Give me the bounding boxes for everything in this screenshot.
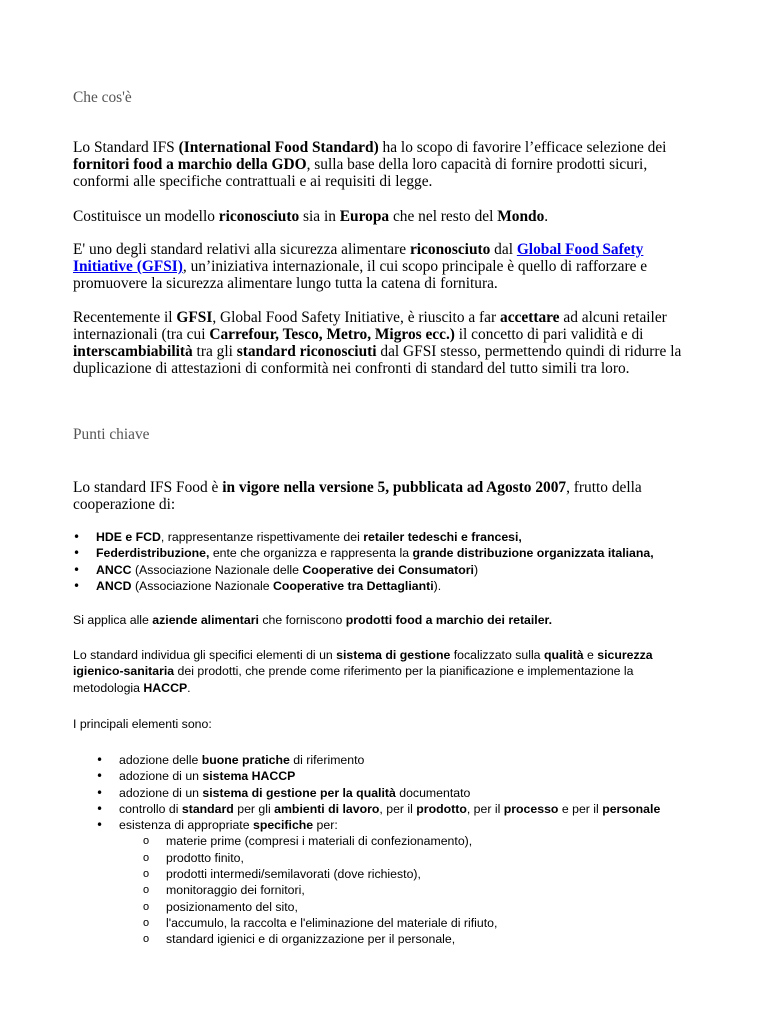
paragraph-gfsi-standard: E' uno degli standard relativi alla sicurezza alimentare riconosciuto dal Global Food Safety Initiative (GFSI), un’iniziativa internazionale, il cui scopo principale è quello di rafforzare e promuovere la sicurezza alimentare lungo tutta la catena di fornitura. bbox=[73, 241, 648, 292]
main-elements-list bbox=[73, 752, 753, 948]
sublist-item: o prodotti intermedi/semilavorati (dove richiesto), bbox=[73, 866, 753, 882]
list-item: • esistenza di appropriate specifiche per: o materie prime (compresi i materiali di confezionamento), o prodotto finito, o prodotti intermedi/semilavorati (dove richiesto), o monitoraggio dei fornitori, o posizionamento del sito, o l'accumulo, la raccolta e l'eliminazione del materiale di rifiuto, o standard igienici e di organizzazione per il personale, bbox=[73, 817, 753, 947]
list-item: • ANCD (Associazione Nazionale Cooperative tra Dettaglianti). bbox=[50, 578, 740, 594]
paragraph-ifs-food-version: Lo standard IFS Food è in vigore nella versione 5, pubblicata ad Agosto 2007, frutto della cooperazione di: bbox=[73, 479, 642, 513]
list-item: • HDE e FCD, rappresentanze rispettivamente dei retailer tedeschi e francesi, bbox=[50, 529, 740, 545]
list-item: • adozione delle buone pratiche di riferimento bbox=[73, 752, 753, 768]
sublist-item: o standard igienici e di organizzazione per il personale, bbox=[73, 931, 753, 947]
list-item: • Federdistribuzione, ente che organizza e rappresenta la grande distribuzione organizzata italiana, bbox=[50, 545, 740, 561]
paragraph-applies-to: Si applica alle aziende alimentari che forniscono prodotti food a marchio dei retailer. bbox=[73, 613, 553, 627]
sublist-item: o materie prime (compresi i materiali di confezionamento), bbox=[73, 833, 753, 849]
sublist-item: o posizionamento del sito, bbox=[73, 899, 753, 915]
paragraph-model-recognized: Costituisce un modello riconosciuto sia in Europa che nel resto del Mondo. bbox=[73, 208, 549, 225]
paragraph-gfsi-retailers: Recentemente il GFSI, Global Food Safety Initiative, è riuscito a far accettare ad alcuni retailer internazionali (tra cui Carrefour, Tesco, Metro, Migros ecc.) il concetto di pari validità e di interscambiabilità tra gli standard riconosciuti dal GFSI stesso, permettendo quindi di ridurre la duplicazione di attestazioni di conformità nei confronti di standard del tutto simili tra loro. bbox=[73, 309, 682, 377]
gfsi-link[interactable]: Global Food Safety Initiative (GFSI) bbox=[73, 241, 644, 275]
list-item: • adozione di un sistema HACCP bbox=[73, 768, 753, 784]
sublist-item: o l'accumulo, la raccolta e l'eliminazione del materiale di rifiuto, bbox=[73, 915, 753, 931]
sublist-item: o monitoraggio dei fornitori, bbox=[73, 882, 753, 898]
list-item: • adozione di un sistema di gestione per la qualità documentato bbox=[73, 785, 753, 801]
section-heading-che-cose: Che cos'è bbox=[73, 89, 132, 106]
cooperation-list bbox=[50, 529, 740, 594]
paragraph-ifs-intro: Lo Standard IFS (International Food Standard) ha lo scopo di favorire l’efficace selezione dei fornitori food a marchio della GDO, sulla base della loro capacità di fornire prodotti sicuri, conformi alle specifiche contrattuali e ai requisiti di legge. bbox=[73, 139, 667, 190]
specifications-sublist bbox=[119, 833, 753, 947]
section-heading-punti-chiave: Punti chiave bbox=[73, 426, 150, 443]
list-item: • controllo di standard per gli ambienti di lavoro, per il prodotto, per il processo e per il personale bbox=[73, 801, 753, 817]
paragraph-management-system: Lo standard individua gli specifici elementi di un sistema di gestione focalizzato sulla qualità e sicurezza igienico-sanitaria dei prodotti, che prende come riferimento per la pianificazione e implementazione la metodologia HACCP. bbox=[73, 648, 653, 695]
sublist-item: o prodotto finito, bbox=[73, 850, 753, 866]
paragraph-main-elements-intro: I principali elementi sono: bbox=[73, 717, 212, 731]
list-item: • ANCC (Associazione Nazionale delle Cooperative dei Consumatori) bbox=[50, 562, 740, 578]
